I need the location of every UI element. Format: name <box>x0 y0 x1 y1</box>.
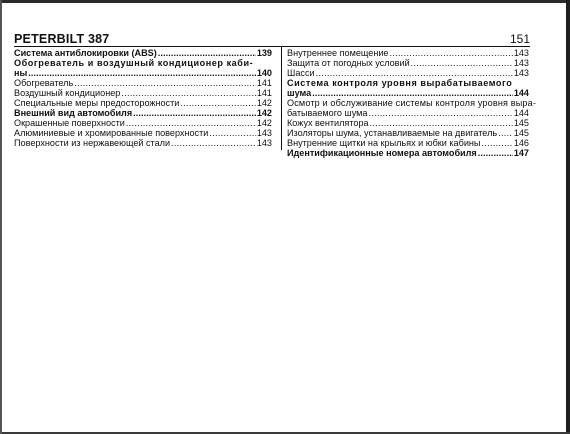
toc-leader-dots <box>411 58 513 68</box>
column-divider <box>281 47 282 150</box>
toc-leader-dots <box>312 88 513 98</box>
toc-leader-dots <box>481 138 512 148</box>
toc-leader-dots <box>133 108 256 118</box>
toc-entry <box>14 128 272 138</box>
toc-entry <box>14 78 272 88</box>
toc-entry-title: Поверхности из нержавеющей стали <box>14 138 171 148</box>
toc-leader-dots <box>498 128 513 138</box>
page-number: 151 <box>509 32 530 46</box>
scan-border-top <box>0 0 570 3</box>
toc-leader-dots <box>209 128 255 138</box>
scan-border-right <box>566 0 570 434</box>
toc-entry-page: 144 <box>513 88 529 98</box>
toc-entry-title: шума <box>287 88 312 98</box>
toc-entry-title: Воздушный кондиционер <box>14 88 121 98</box>
toc-entry-title: Внутренние щитки на крыльях и юбки кабины <box>287 138 481 148</box>
toc-leader-dots <box>390 48 513 58</box>
toc-entry-page: 142 <box>256 108 272 118</box>
toc-entry <box>287 108 529 118</box>
toc-entry-page: 143 <box>513 68 529 78</box>
toc-entry-title-line1: Осмотр и обслуживание системы контроля уровня выра- <box>287 98 537 108</box>
toc-entry-title: Обогреватель <box>14 78 74 88</box>
toc-entry <box>287 148 529 158</box>
toc-entry-page: 143 <box>513 58 529 68</box>
toc-entry <box>287 68 529 78</box>
toc-entry-page: 139 <box>256 48 272 58</box>
toc-leader-dots <box>180 98 255 108</box>
toc-entry <box>287 88 529 98</box>
toc-leader-dots <box>370 118 513 128</box>
toc-entry-title: Внутреннее помещение <box>287 48 389 58</box>
toc-entry-page: 147 <box>513 148 529 158</box>
toc-entry-page: 144 <box>513 108 529 118</box>
toc-entry <box>14 108 272 118</box>
toc-leader-dots <box>478 148 513 158</box>
toc-leader-dots <box>74 78 256 88</box>
toc-leader-dots <box>28 68 256 78</box>
toc-leader-dots <box>368 108 512 118</box>
toc-leader-dots <box>171 138 256 148</box>
toc-entry-page: 140 <box>256 68 272 78</box>
toc-entry-page: 142 <box>256 98 272 108</box>
toc-entry <box>14 88 272 98</box>
toc-entry-page: 143 <box>513 48 529 58</box>
toc-entry-title: Идентификационные номера автомобиля <box>287 148 477 158</box>
toc-entry-page: 145 <box>513 118 529 128</box>
toc-entry-title: батываемого шума <box>287 108 368 118</box>
toc-entry-title: Шасси <box>287 68 315 78</box>
toc-entry-page: 141 <box>256 88 272 98</box>
toc-entry-page: 143 <box>256 128 272 138</box>
toc-entry-title: Кожух вентилятора <box>287 118 369 128</box>
toc-entry-page: 141 <box>256 78 272 88</box>
toc-entry-title: Изоляторы шума, устанавливаемые на двигатель <box>287 128 498 138</box>
toc-entry-title: Система антиблокировки (ABS) <box>14 48 157 58</box>
toc-entry-title: ны <box>14 68 28 78</box>
toc-left-column <box>14 48 272 148</box>
toc-entry-title: Специальные меры предосторожности <box>14 98 180 108</box>
toc-entry <box>287 138 529 148</box>
toc-leader-dots <box>316 68 513 78</box>
toc-entry-title: Алюминиевые и хромированные поверхности <box>14 128 209 138</box>
scan-border-left <box>0 0 2 434</box>
toc-leader-dots <box>158 48 256 58</box>
toc-entry <box>14 98 272 108</box>
toc-right-column <box>287 48 537 158</box>
header-rule <box>14 46 530 47</box>
toc-entry <box>14 118 272 128</box>
toc-entry <box>14 68 272 78</box>
toc-entry <box>287 48 529 58</box>
toc-entry <box>287 58 529 68</box>
toc-entry-page: 142 <box>256 118 272 128</box>
toc-entry <box>14 48 272 58</box>
toc-entry-page: 143 <box>256 138 272 148</box>
toc-leader-dots <box>126 118 256 128</box>
toc-entry-title: Защита от погодных условий <box>287 58 410 68</box>
page-title: PETERBILT 387 <box>14 32 110 46</box>
toc-entry-title-line1: Система контроля уровня вырабатываемого <box>287 78 513 88</box>
toc-entry-title-line1: Обогреватель и воздушный кондиционер каби- <box>14 58 254 68</box>
toc-entry <box>287 128 529 138</box>
toc-entry-title: Внешний вид автомобиля <box>14 108 133 118</box>
toc-entry <box>287 118 529 128</box>
toc-entry <box>14 138 272 148</box>
toc-entry-title: Окрашенные поверхности <box>14 118 125 128</box>
toc-entry-page: 145 <box>513 128 529 138</box>
toc-entry-page: 146 <box>513 138 529 148</box>
toc-leader-dots <box>121 88 255 98</box>
